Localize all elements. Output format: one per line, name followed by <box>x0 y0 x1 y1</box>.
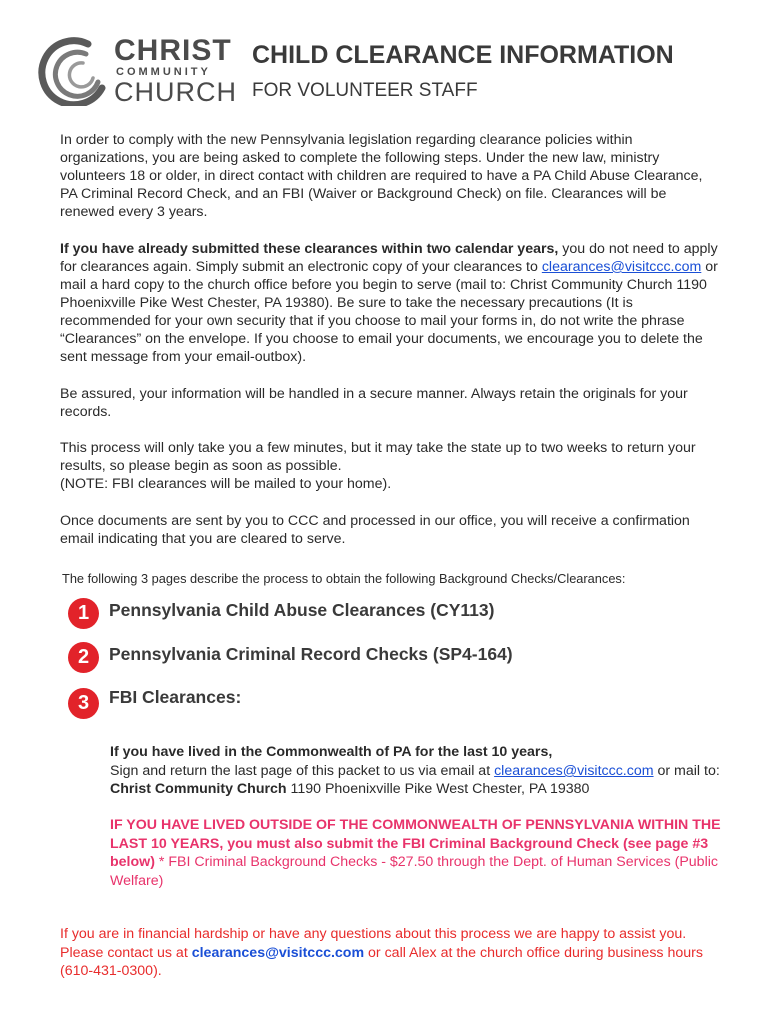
logo-word-christ: CHRIST <box>114 34 232 67</box>
clearances-email-link[interactable]: clearances@visitccc.com <box>541 259 702 275</box>
logo-word-church: CHURCH <box>114 77 237 107</box>
church-name: Christ Community Church <box>110 781 287 797</box>
hardship-text-a: If you are in financial hardship or have any questions about this process we are happy to assist you. Please contact us at <box>60 926 687 961</box>
page-title: CHILD CLEARANCE INFORMATION <box>252 41 674 69</box>
page-subtitle: FOR VOLUNTEER STAFF <box>252 80 478 101</box>
step-number-badge: 2 <box>68 642 99 673</box>
step-label: FBI Clearances: <box>109 687 242 707</box>
step-number-badge: 1 <box>68 598 99 629</box>
church-logo <box>36 36 236 106</box>
already-submitted-lead: If you have already submitted these clearances within two calendar years, <box>60 241 559 257</box>
fbi-email-link[interactable]: clearances@visitccc.com <box>494 763 654 779</box>
fbi-line-b: or mail to: <box>653 763 720 779</box>
step-label: Pennsylvania Child Abuse Clearances (CY113) <box>109 600 495 620</box>
fbi-instructions <box>110 762 750 798</box>
hardship-contact-note <box>60 925 720 981</box>
fbi-line-a: Sign and return the last page of this packet to us via email at <box>110 763 495 779</box>
church-swirl-logo-icon <box>36 36 112 106</box>
already-submitted-text-a: you do not need to apply for clearances again. Simply submit an electronic copy of your clearances to <box>60 241 718 275</box>
secure-handling-paragraph: Be assured, your information will be handled in a secure manner. Always retain the originals for your records. <box>60 386 688 420</box>
already-submitted-paragraph <box>60 240 720 366</box>
fbi-mail-note: (NOTE: FBI clearances will be mailed to your home). <box>60 476 392 492</box>
warning-rest: * FBI Criminal Background Checks - $27.50 through the Dept. of Human Services (Public Welfare) <box>110 854 718 889</box>
step-label: Pennsylvania Criminal Record Checks (SP4-164) <box>109 644 513 664</box>
intro-paragraph: In order to comply with the new Pennsylvania legislation regarding clearance policies within organizations, you are being asked to complete the following steps. Under the new law, ministry volunteers 18 or older, in direct contact with children are required to have a PA Child Abuse Clearance, PA Criminal Record Check, and an FBI (Waiver or Background Check) on file. Clearances will be renewed every 3 years. <box>60 132 703 220</box>
step-number-badge: 3 <box>68 688 99 719</box>
logo-word-community: COMMUNITY <box>116 66 211 78</box>
outside-pa-warning <box>110 816 740 890</box>
church-address: 1190 Phoenixville Pike West Chester, PA 19380 <box>286 781 590 797</box>
hardship-email-link[interactable]: clearances@visitccc.com <box>191 944 365 961</box>
warning-bold: IF YOU HAVE LIVED OUTSIDE OF THE COMMONWEALTH OF PENNSYLVANIA WITHIN THE LAST 10 YEARS, you must also submit the FBI Criminal Background Check (see page #3 below) <box>110 817 721 870</box>
timing-paragraph <box>60 439 720 493</box>
fbi-heading <box>110 743 750 761</box>
fbi-heading-text: If you have lived in the Commonwealth of PA for the last 10 years, <box>110 744 553 760</box>
confirmation-paragraph: Once documents are sent by you to CCC and processed in our office, you will receive a confirmation email indicating that you are cleared to serve. <box>60 513 690 547</box>
steps-intro: The following 3 pages describe the process to obtain the following Background Checks/Clearances: <box>62 571 626 586</box>
hardship-text-b: or call Alex at the church office during business hours (610-431-0300). <box>60 944 703 979</box>
already-submitted-text-b: or mail a hard copy to the church office before you begin to serve (mail to: Christ Community Church 1190 Phoenixville Pike West Chester, PA 19380). Be sure to take the necessary precautions (It is recommended for your own security that if you choose to mail your forms in, do not write the phrase “Clearances” on the envelope. If you choose to email your documents, we encourage you to delete the sent message from your email-outbox). <box>60 259 718 365</box>
timing-text: This process will only take you a few minutes, but it may take the state up to two weeks to return your results, so please begin as soon as possible. <box>60 440 696 474</box>
